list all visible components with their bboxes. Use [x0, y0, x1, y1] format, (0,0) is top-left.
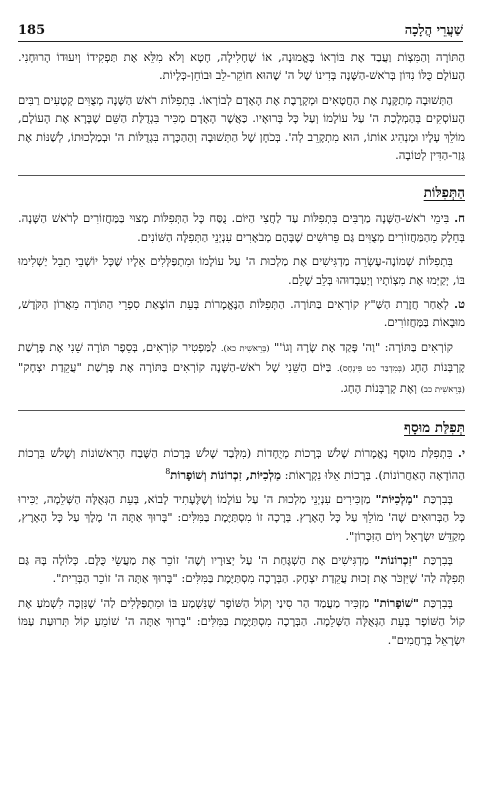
paragraph-item-8 — [18, 209, 465, 246]
paragraph-lead: בְּבִרְכַּת — [423, 491, 454, 506]
reading-text: לַמַּפְטִיר קוֹרְאִים, בְּסֵפֶר תּוֹרָה שֵׁנִי אֶת פָּרָשַׁת קָרְבְּנוֹת הֶחָג — [18, 339, 465, 375]
item-text: לְאַחַר חֲזָרַת הַשַּׁ"ץ קוֹרְאִים בַּתּוֹרָה. הַתְּפִלּוֹת הַנֶּאֱמָרוֹת בְּעֵת הוֹצָאַת סִפְרֵי הַתּוֹרָה מֵאֲרוֹן הַקֹּדֶשׁ, מוּבָאוֹת בַּמַּחֲזוֹרִים. — [18, 297, 465, 330]
paragraph-intro-2: הַתְּשׁוּבָה מְתַקֶּנֶת אֶת הַחֲטָאִים וּמְקָרֶבֶת אֶת הָאָדָם לְבוֹרְאוֹ. בִּתְפִלּוֹת רֹאשׁ הַשָּׁנָה מְצֻוִּים קְטָעִים רַבִּים הָעוֹסְקִים בְּהַמְלָכַת ה' עַל עוֹלָמוֹ וְעַל כָּל בְּרוּאָיו. כַּאֲשֶׁר הָאָדָם מַכִּיר בִּגְדֻלַּת הַשֵּׁם שֶׁבָּרָא אֶת הָעוֹלָם, מוֹלֵךְ עָלָיו וּמַנְהִיג אוֹתוֹ, הוּא מִתְקָרֵב לְה'. בְּכֹחָן שֶׁל הַתְּשׁוּבָה וְהַהַכָּרָה בִּגְדֻלּוֹת ה' וּבְמַלְכוּתוֹ, לְשַׁנּוֹת אֶת גְּזַר-הַדִּין לְטוֹבָה. — [18, 92, 465, 163]
item-number: ח. — [454, 211, 465, 226]
running-title: שַׁעֲרֵי הֲלָכָה — [404, 23, 463, 38]
blessing-term: "מַלְכִיּוֹת" — [375, 491, 419, 506]
footnote-marker: 8 — [165, 466, 171, 476]
paragraph-item-10 — [18, 444, 465, 484]
paragraph-shofarot — [18, 594, 465, 649]
section-title-musaf: תְּפִלַּת מוּסָף — [404, 420, 465, 437]
item-number: ט. — [453, 297, 465, 312]
page-content — [18, 48, 465, 655]
paragraph-zichronot — [18, 551, 465, 588]
page-number: 185 — [18, 23, 46, 38]
reading-text: קוֹרְאִים בַּתּוֹרָה: "וַה' פָּקַד אֶת שָׂרָה וְגוֹ'" — [273, 339, 453, 354]
item-text: בִּימֵי רֹאשׁ-הַשָּׁנָה מַרְבִּים בִּתְפִלּוֹת עַד לַחֲצִי הַיּוֹם. נֻסַּח כָּל הַתְּפִלּוֹת מָצוּי בַּמַּחֲזוֹרִים לְרֹאשׁ הַשָּׁנָה. בְּחֵלֶק מֵהַמַּחֲזוֹרִים מְצֻוִּים גַּם פֵּרוּשִׁים שֶׁבָּהֶם מְבֹאָרִים עִנְיְנֵי הַתְּפִלָּה הַשּׁוֹנִים. — [18, 211, 465, 244]
page-header — [18, 16, 463, 42]
section-divider — [18, 175, 465, 176]
source-reference: (בְּרֵאשִׁית כב) — [420, 384, 465, 395]
paragraph-body: מַזְכִּירִים עִנְיְנֵי מַלְכוּת ה' עַל עוֹלָמוֹ וְשֶׁלֶּעָתִיד לָבוֹא, בְּעֵת הַגְּאֻלָּה הַשְּׁלֵמָה, יַכִּירוּ כָּל הַבְּרוּאִים שֶׁה' מוֹלֵךְ עַל כָּל הָאָרֶץ. בְּרָכָה זוֹ מִסְתַּיֶּמֶת בַּמִּלִּים: "בָּרוּךְ אַתָּה ה' מֶלֶךְ עַל כָּל הָאָרֶץ, מְקַדֵּשׁ יִשְׂרָאֵל וְיוֹם הַזִּכָּרוֹן". — [18, 491, 465, 543]
section-divider — [18, 410, 465, 411]
paragraph-torah-reading — [18, 338, 465, 399]
section-title-prayers: הַתְּפִלּוֹת — [423, 185, 465, 202]
source-reference: (בְּרֵאשִׁית כא). — [220, 343, 270, 354]
blessing-term: "שׁוֹפָרוֹת" — [373, 595, 419, 610]
reading-text: בַּיּוֹם הַשֵּׁנִי שֶׁל רֹאשׁ-הַשָּׁנָה קוֹרְאִים בַּתּוֹרָה אֶת פָּרָשַׁת "עֲקֵדַת יִצְחָק" — [18, 360, 332, 375]
blessing-names: מַלְכִיּוֹת, זִכְרוֹנוֹת וְשׁוֹפָרוֹת — [170, 467, 281, 482]
item-text: בִּתְפִלַּת מוּסָף נֶאֱמָרוֹת שָׁלֹשׁ בְּרָכוֹת מְיֻחָדוֹת (מִלְּבַד שָׁלֹשׁ בְּרָכוֹת הַשֶּׁבַח הָרִאשׁוֹנוֹת וְשָׁלֹשׁ בִּרְכוֹת הַהוֹדָאָה הָאַחֲרוֹנוֹת). בְּרָכוֹת אֵלּוּ נִקְרָאוֹת: — [18, 446, 465, 482]
item-number: י. — [457, 446, 465, 461]
paragraph-intro-1: הַתּוֹרָה וְהַמִּצְוֹת וַעֲבַד אֶת בּוֹרְאוֹ בֶּאֱמוּנָה, אוֹ שֶׁחָלִילָה, חָטָא וְלֹא מִלֵּא אֶת תַּפְקִידוֹ וְיִעוּדוֹ הָרוּחָנִי. הָעוֹלָם כֻּלּוֹ נִדּוֹן בְּרֹאשׁ-הַשָּׁנָה בְּדִינוֹ שֶׁל ה' שֶׁהוּא חוֹקֵר-לֵב וּבוֹחֵן-כְּלָיוֹת. — [18, 50, 465, 83]
blessing-term: "זִכְרוֹנוֹת" — [374, 552, 418, 567]
paragraph-body: מַזְכִּיר מַעֲמַד הַר סִינַי וְקוֹל הַשּׁוֹפָר שֶׁנִּשְׁמַע בּוֹ וּמִתְפַּלְּלִים לַה' שֶׁנִּזְכֶּה לִשְׁמֹעַ אֶת קוֹל הַשּׁוֹפָר בְּעֵת הַגְּאֻלָּה הַשְּׁלֵמָה. הַבְּרָכָה מִסְתַּיֶּמֶת בַּמִּלִּים: "בָּרוּךְ אַתָּה ה' שׁוֹמֵעַ קוֹל תְּרוּעַת עַמּוֹ יִשְׂרָאֵל בְּרַחֲמִים". — [18, 595, 465, 647]
paragraph-shmoneh-esreh: בִּתְפִלּוֹת שְׁמוֹנֶה-עֶשְׂרֵה מַדְגִּישִׁים אֶת מַלְכוּת ה' עַל עוֹלָמוֹ וּמִתְפַּלְּלִים אֵלָיו שֶׁכָּל יוֹשְׁבֵי תֵבֵל יַשְׁלִימוּ בּוֹ, יְקַיְּמוּ אֶת מִצְוֹתָיו וְיַעַבְדוּהוּ בְּלֵב שָׁלֵם. — [18, 254, 465, 287]
reading-text: וְאֶת קָרְבְּנוֹת הֶחָג. — [340, 380, 417, 395]
source-reference: (בְּמִדְבַּר כט פִּינְחָס). — [336, 364, 406, 375]
paragraph-malchuyot — [18, 490, 465, 545]
paragraph-lead: בְּבִרְכַּת — [423, 552, 454, 567]
paragraph-lead: בְּבִרְכַּת — [423, 595, 454, 610]
paragraph-item-9 — [18, 295, 465, 332]
paragraph-body: מַדְגִּישִׁים אֶת הַשְׁגָּחַת ה' עַל יְצוּרָיו וְשֶׁה' זוֹכֵר אֶת מַעֲשֵׂי כֻּלָּם. כְּלוֹלָה בָּהּ גַּם תְּפִלָּה לַה' שֶׁיִּזְכֹּר אֶת זְכוּת עֲקֵדַת יִצְחָק. הַבְּרָכָה מִסְתַּיֶּמֶת בַּמִּלִּים: "בָּרוּךְ אַתָּה ה' זוֹכֵר הַבְּרִית". — [18, 552, 465, 586]
